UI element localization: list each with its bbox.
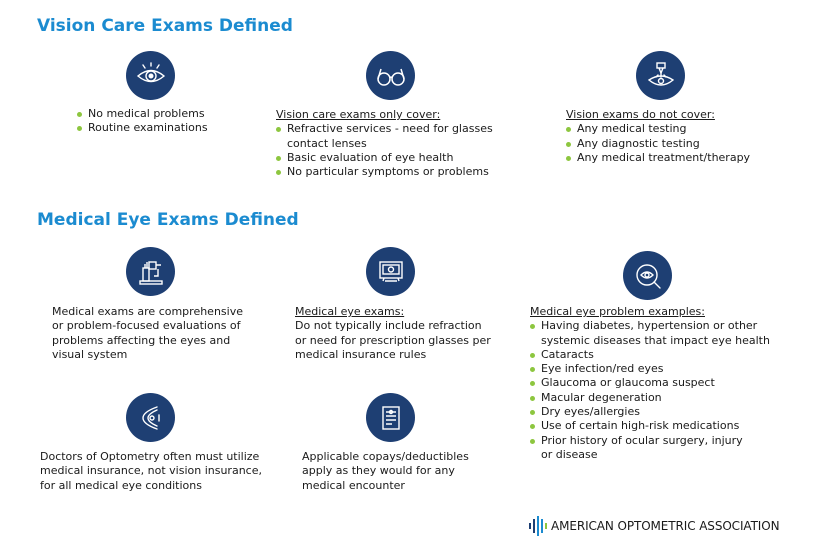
eye-icon xyxy=(126,51,175,100)
vision-col3-list xyxy=(566,108,796,165)
aoa-logo-icon xyxy=(528,515,548,537)
lower-mid-text: Applicable copays/deductibles apply as they would for any medical encounter xyxy=(302,450,469,492)
aoa-logo xyxy=(528,515,779,537)
list-item: Any medical treatment/therapy xyxy=(566,151,796,165)
vision-col1-list xyxy=(77,107,247,136)
medical-section-heading: Medical Eye Exams Defined xyxy=(37,210,299,230)
monitor-icon xyxy=(366,247,415,296)
list-item: Refractive services - need for glasses contact lenses xyxy=(276,122,497,151)
document-icon xyxy=(366,393,415,442)
list-item: Cataracts xyxy=(530,348,785,362)
vision-section-heading: Vision Care Exams Defined xyxy=(37,16,293,36)
list-item: Dry eyes/allergies xyxy=(530,405,785,419)
list-item: Basic evaluation of eye health xyxy=(276,151,516,165)
aoa-logo-text: AMERICAN OPTOMETRIC ASSOCIATION xyxy=(551,519,780,533)
list-item: Routine examinations xyxy=(77,121,247,135)
list-item: Use of certain high-risk medications xyxy=(530,419,785,433)
list-item: No particular symptoms or problems xyxy=(276,165,516,179)
vision-col2-list xyxy=(276,108,516,179)
vision-col3-title: Vision exams do not cover: xyxy=(566,108,715,121)
glasses-icon xyxy=(366,51,415,100)
eye-scan-icon xyxy=(623,251,672,300)
medical-col2-block xyxy=(295,305,495,362)
list-item: Any diagnostic testing xyxy=(566,137,796,151)
medical-col3-title: Medical eye problem examples: xyxy=(530,305,705,318)
medical-col2-title: Medical eye exams: xyxy=(295,305,405,318)
medical-col1-text: Medical exams are comprehensive or problem-focused evaluations of problems affecting the eyes and visual system xyxy=(52,305,243,361)
lower-left-text: Doctors of Optometry often must utilize medical insurance, not vision insurance, for all medical eye conditions xyxy=(40,450,262,492)
medical-col2-text: Do not typically include refraction or need for prescription glasses per medical insurance rules xyxy=(295,319,491,361)
list-item: Any medical testing xyxy=(566,122,796,136)
list-item: Macular degeneration xyxy=(530,391,785,405)
vision-col2-title: Vision care exams only cover: xyxy=(276,108,441,121)
medical-col3-list xyxy=(530,305,785,462)
list-item: Having diabetes, hypertension or other systemic diseases that impact eye health xyxy=(530,319,785,348)
list-item: Prior history of ocular surgery, injury or disease xyxy=(530,434,751,463)
list-item: Glaucoma or glaucoma suspect xyxy=(530,376,785,390)
list-item: No medical problems xyxy=(77,107,247,121)
microscope-icon xyxy=(126,247,175,296)
list-item: Eye infection/red eyes xyxy=(530,362,785,376)
eye-profile-icon xyxy=(126,393,175,442)
eye-laser-icon xyxy=(636,51,685,100)
